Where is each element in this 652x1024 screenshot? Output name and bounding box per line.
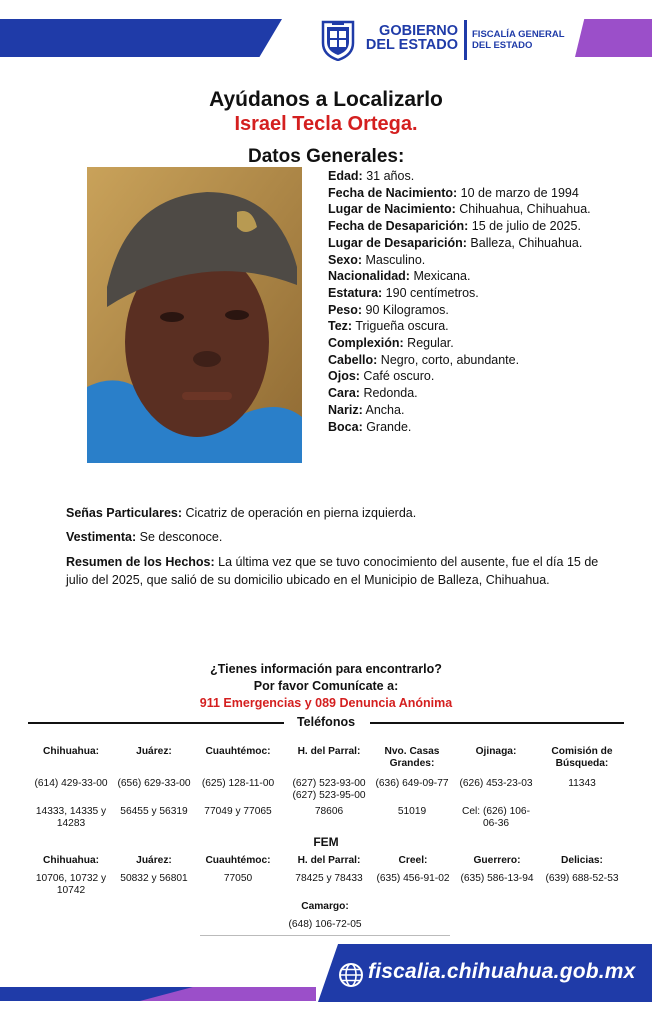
detail-tez: Tez: Trigueña oscura. xyxy=(328,319,449,334)
fem-header: Chihuahua: xyxy=(42,855,100,866)
fem-header: Delicias: xyxy=(561,855,603,866)
globe-icon xyxy=(338,962,364,988)
detail-complexion: Complexión: Regular. xyxy=(328,336,454,351)
senas-particulares: Señas Particulares: Cicatriz de operación en pierna izquierda. xyxy=(66,506,417,520)
tel-header: Nvo. Casas Grandes: xyxy=(384,746,440,769)
fem-col-parral xyxy=(284,855,374,885)
fem-header: Cuauhtémoc: xyxy=(205,855,271,866)
fem-value: 50832 y 56801 xyxy=(120,873,188,884)
fiscalia-line2: DEL ESTADO xyxy=(472,40,533,51)
tel-phone: (614) 429-33-00 xyxy=(34,778,108,789)
fem-value: 10706, 10732 y 10742 xyxy=(35,873,107,896)
detail-nacionalidad: Nacionalidad: Mexicana. xyxy=(328,269,471,284)
tel-ext: 78606 xyxy=(314,806,344,817)
tel-phone: (656) 629-33-00 xyxy=(117,778,191,789)
tel-col-juarez xyxy=(114,746,194,818)
fem-value: 77050 xyxy=(223,873,253,884)
fem-col-juarez xyxy=(114,855,194,885)
detail-cabello: Cabello: Negro, corto, abundante. xyxy=(328,352,520,367)
tel-ext: 14333, 14335 y 14283 xyxy=(35,806,107,829)
tel-phone: (636) 649-09-77 xyxy=(375,778,449,789)
fem-value: 78425 y 78433 xyxy=(295,873,363,884)
fiscalia-line1: FISCALÍA GENERAL xyxy=(472,29,565,40)
fem-value: (648) 106-72-05 xyxy=(288,919,362,930)
logo-separator xyxy=(464,20,467,60)
fem-col-creel xyxy=(372,855,454,885)
tel-header: Juárez: xyxy=(136,746,172,757)
fem-divider xyxy=(200,935,450,936)
gov-line2: DEL ESTADO xyxy=(365,37,458,53)
fem-col-chihuahua xyxy=(28,855,114,896)
header-band-right xyxy=(575,19,652,57)
vestimenta: Vestimenta: Se desconoce. xyxy=(66,530,223,544)
tel-ext: Cel: (626) 106-06-36 xyxy=(462,806,530,829)
tel-col-ojinaga xyxy=(456,746,536,829)
tel-col-cuauhtemoc xyxy=(196,746,280,818)
fem-col-cuauhtemoc xyxy=(196,855,280,885)
resumen-hechos: Resumen de los Hechos: La última vez que se tuvo conocimiento del ausente, fue el día 15 de julio del 2025, que salió de su domicilio ubicado en el Municipio de Balleza, Chihuahua. xyxy=(66,555,599,587)
tel-phone: (627) 523-93-00 (627) 523-95-00 xyxy=(292,778,366,801)
tel-phone: 11343 xyxy=(568,778,596,789)
page-title: Ayúdanos a Localizarlo xyxy=(209,88,443,111)
fem-value: (635) 456-91-02 xyxy=(376,873,450,884)
datos-generales-heading: Datos Generales: xyxy=(248,146,405,167)
fem-header: Creel: xyxy=(398,855,428,866)
tel-header: Chihuahua: xyxy=(42,746,100,757)
tel-phone: (626) 453-23-03 xyxy=(459,778,533,789)
detail-boca: Boca: Grande. xyxy=(328,419,412,434)
fem-value: (635) 586-13-94 xyxy=(460,873,534,884)
tel-col-comision-busqueda xyxy=(540,746,624,806)
gobierno-del-estado-logo xyxy=(362,24,458,52)
detail-cara: Cara: Redonda. xyxy=(328,386,418,401)
detail-estatura: Estatura: 190 centímetros. xyxy=(328,285,479,300)
info-please: Por favor Comunícate a: xyxy=(253,679,399,693)
fem-value: (639) 688-52-53 xyxy=(545,873,619,884)
detail-edad: Edad: 31 años. xyxy=(328,169,415,183)
detail-fecha-desaparicion: Fecha de Desaparición: 15 de julio de 2025. xyxy=(328,219,581,234)
fem-col-delicias xyxy=(540,855,624,885)
tel-header: Ojinaga: xyxy=(475,746,517,757)
tel-col-nvo-casas-grandes xyxy=(372,746,452,818)
tel-ext: 77049 y 77065 xyxy=(204,806,272,817)
gov-line1: GOBIERNO xyxy=(379,23,458,39)
detail-lugar-nacimiento: Lugar de Nacimiento: Chihuahua, Chihuahua. xyxy=(328,202,591,217)
state-shield-logo xyxy=(320,19,356,61)
tel-ext: 56455 y 56319 xyxy=(120,806,188,817)
tel-phone: (625) 128-11-00 xyxy=(201,778,275,789)
detail-nariz: Nariz: Ancha. xyxy=(328,402,405,417)
telefonos-heading: Teléfonos xyxy=(296,715,356,729)
tel-header: Comisión de Búsqueda: xyxy=(551,746,613,769)
fem-header: Guerrero: xyxy=(473,855,521,866)
tel-header: Cuauhtémoc: xyxy=(205,746,271,757)
detail-lugar-desaparicion: Lugar de Desaparición: Balleza, Chihuahua. xyxy=(328,235,583,250)
person-name: Israel Tecla Ortega. xyxy=(234,113,418,135)
info-question: ¿Tienes información para encontrarlo? xyxy=(210,662,442,676)
fem-header: Camargo: xyxy=(301,901,349,912)
tel-header: H. del Parral: xyxy=(297,746,361,757)
emergency-numbers: 911 Emergencias y 089 Denuncia Anónima xyxy=(199,696,453,710)
fem-header: Juárez: xyxy=(136,855,172,866)
detail-ojos: Ojos: Café oscuro. xyxy=(328,369,435,384)
detail-peso: Peso: 90 Kilogramos. xyxy=(328,302,449,317)
fem-heading: FEM xyxy=(313,835,339,849)
missing-person-photo xyxy=(87,167,302,463)
tel-col-chihuahua xyxy=(28,746,114,829)
tel-col-parral xyxy=(284,746,374,818)
detail-sexo: Sexo: Masculino. xyxy=(328,252,426,267)
detail-fecha-nacimiento: Fecha de Nacimiento: 10 de marzo de 1994 xyxy=(328,185,579,200)
fem-col-guerrero xyxy=(456,855,538,885)
datos-generales-list xyxy=(328,168,618,435)
fem-col-camargo xyxy=(270,901,380,931)
fem-header: H. del Parral: xyxy=(297,855,361,866)
footer-url[interactable]: fiscalia.chihuahua.gob.mx xyxy=(368,960,636,983)
header-band-left xyxy=(0,19,282,57)
tel-ext: 51019 xyxy=(397,806,427,817)
fiscalia-logo xyxy=(472,29,565,51)
